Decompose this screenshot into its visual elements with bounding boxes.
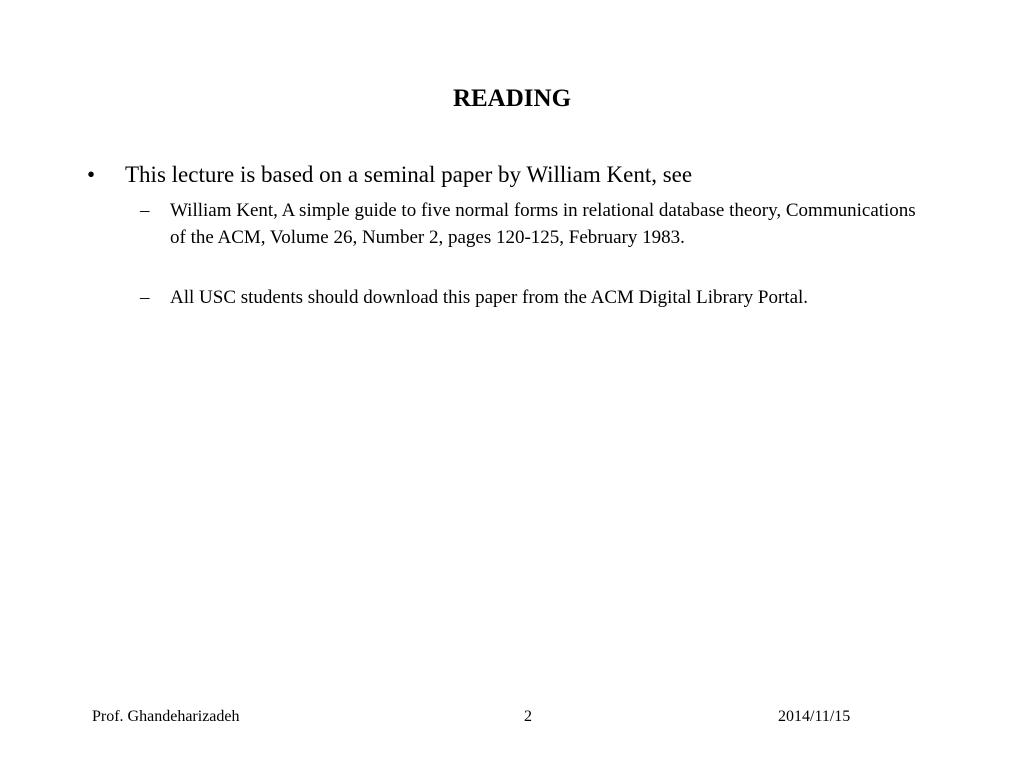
sub-bullet-text: All USC students should download this paper from the ACM Digital Library Portal. [170,287,809,308]
sub-bullet-item-reference [140,197,930,251]
sub-bullet-item-download [140,284,930,311]
sub-bullet-text: William Kent, A simple guide to five normal forms in relational database theory, Communications of the ACM, Volume 26, Number 2, pages 120-125, February 1983. [170,200,916,248]
sub-bullet-marker: – [140,200,150,221]
bullet-marker: • [87,162,96,187]
footer-page-number: 2 [524,708,532,725]
bullet-text: This lecture is based on a seminal paper by William Kent, see [125,162,693,187]
footer-author: Prof. Ghandeharizadeh [92,708,240,725]
footer-date: 2014/11/15 [778,708,851,725]
sub-bullet-marker: – [140,287,150,308]
slide-title: READING [452,85,572,112]
